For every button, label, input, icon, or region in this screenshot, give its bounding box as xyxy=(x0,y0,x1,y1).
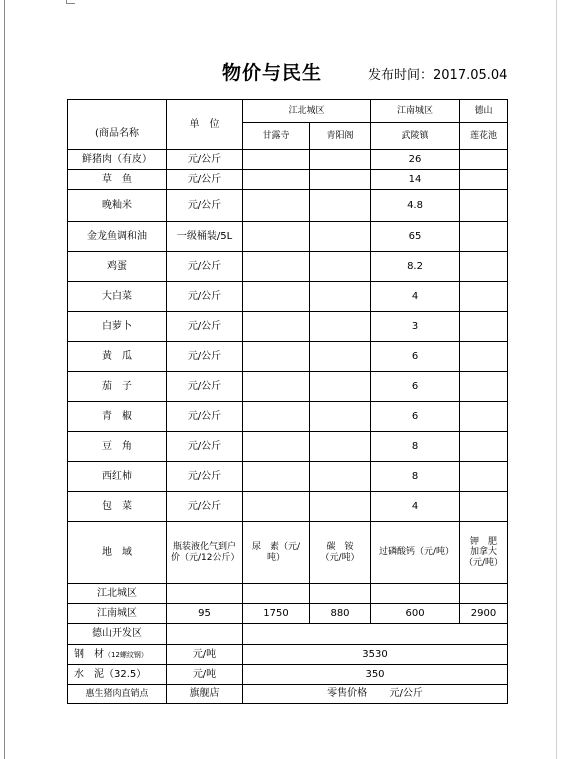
region-row xyxy=(68,584,508,604)
goods-price-qingyang xyxy=(310,432,371,462)
header-row-regions xyxy=(68,100,508,123)
material-row xyxy=(68,665,508,685)
material-value: 350 xyxy=(243,665,508,685)
goods-price-qingyang xyxy=(310,252,371,282)
goods-price-qingyang xyxy=(310,170,371,190)
goods-price-qingyang xyxy=(310,282,371,312)
goods-price-wuling: 4 xyxy=(371,282,460,312)
goods-unit: 元/公斤 xyxy=(167,252,243,282)
goods-price-wuling: 3 xyxy=(371,312,460,342)
col-header-wuling: 武陵镇 xyxy=(371,123,460,150)
goods-price-ganlu xyxy=(243,492,310,522)
goods-price-lianhua xyxy=(460,492,508,522)
goods-unit: 元/公斤 xyxy=(167,190,243,222)
pork-outlet-retail-label: 零售价格 xyxy=(327,688,368,700)
goods-row xyxy=(68,222,508,252)
goods-price-qingyang xyxy=(310,462,371,492)
region-name: 德山开发区 xyxy=(68,624,167,645)
goods-price-lianhua xyxy=(460,462,508,492)
col-header-deshan: 德山 xyxy=(460,100,508,123)
region-value-lpg xyxy=(167,584,243,604)
pork-outlet-name: 惠生猪肉直销点 xyxy=(68,685,167,704)
material-unit: 元/吨 xyxy=(167,665,243,685)
goods-row xyxy=(68,312,508,342)
goods-row xyxy=(68,432,508,462)
region-value-ammonium: 880 xyxy=(310,604,371,624)
goods-name: 草 鱼 xyxy=(68,170,167,190)
region-header-superphosphate xyxy=(371,522,460,584)
material-spec: （12螺纹钢） xyxy=(104,650,148,659)
goods-price-ganlu xyxy=(243,150,310,170)
goods-row xyxy=(68,372,508,402)
goods-price-wuling: 4 xyxy=(371,492,460,522)
col-header-unit: 单 位 xyxy=(167,100,243,150)
col-header-qingyang: 青阳阁 xyxy=(310,123,371,150)
goods-row xyxy=(68,150,508,170)
goods-price-lianhua xyxy=(460,190,508,222)
goods-price-ganlu xyxy=(243,402,310,432)
goods-price-ganlu xyxy=(243,282,310,312)
region-header-potash xyxy=(460,522,508,584)
region-header-potash-title: 钾 肥 xyxy=(470,536,498,547)
goods-price-ganlu xyxy=(243,252,310,282)
region-header-lpg: 瓶装液化气到户价（元/12公斤） xyxy=(167,522,243,584)
goods-name: 西红柿 xyxy=(68,462,167,492)
goods-row xyxy=(68,342,508,372)
region-header-potash-unit: （元/吨） xyxy=(463,557,504,568)
region-value-potash xyxy=(460,584,508,604)
goods-price-lianhua xyxy=(460,252,508,282)
goods-price-qingyang xyxy=(310,190,371,222)
goods-row xyxy=(68,462,508,492)
goods-price-wuling: 8 xyxy=(371,462,460,492)
region-value-merged xyxy=(243,624,508,645)
page-title: 物价与民生 xyxy=(222,62,323,84)
goods-name: 黄 瓜 xyxy=(68,342,167,372)
goods-name: 鸡蛋 xyxy=(68,252,167,282)
region-header-potash-sub: 加拿大 xyxy=(470,547,498,558)
goods-name: 包 菜 xyxy=(68,492,167,522)
goods-name: 豆 角 xyxy=(68,432,167,462)
page-left-edge xyxy=(4,0,5,759)
goods-price-ganlu xyxy=(243,432,310,462)
goods-row xyxy=(68,252,508,282)
goods-name: 金龙鱼调和油 xyxy=(68,222,167,252)
goods-price-qingyang xyxy=(310,312,371,342)
goods-price-lianhua xyxy=(460,170,508,190)
goods-price-lianhua xyxy=(460,432,508,462)
goods-price-qingyang xyxy=(310,342,371,372)
goods-name: 鲜猪肉（有皮） xyxy=(68,150,167,170)
col-header-ganlu: 甘露寺 xyxy=(243,123,310,150)
goods-unit: 元/公斤 xyxy=(167,150,243,170)
goods-row xyxy=(68,402,508,432)
region-value-urea xyxy=(243,584,310,604)
goods-unit: 元/公斤 xyxy=(167,372,243,402)
region-value-lpg: 95 xyxy=(167,604,243,624)
col-header-name: (商品名称 xyxy=(68,100,167,150)
material-name xyxy=(68,665,167,685)
material-name xyxy=(68,645,167,665)
col-header-jiangbei: 江北城区 xyxy=(243,100,371,123)
pork-outlet-retail xyxy=(243,685,508,704)
goods-price-lianhua xyxy=(460,402,508,432)
region-header-area: 地 域 xyxy=(68,522,167,584)
pork-outlet-store: 旗舰店 xyxy=(167,685,243,704)
pork-outlet-row xyxy=(68,685,508,704)
goods-unit: 元/公斤 xyxy=(167,342,243,372)
goods-unit: 一级桶装/5L xyxy=(167,222,243,252)
region-value-ammonium xyxy=(310,584,371,604)
goods-price-lianhua xyxy=(460,312,508,342)
goods-price-lianhua xyxy=(460,222,508,252)
material-name-text: 钢 材 xyxy=(74,648,104,660)
region-name: 江北城区 xyxy=(68,584,167,604)
goods-row xyxy=(68,170,508,190)
col-header-lianhua: 莲花池 xyxy=(460,123,508,150)
goods-price-ganlu xyxy=(243,170,310,190)
material-name-text: 水 泥（32.5） xyxy=(74,668,147,680)
goods-price-wuling: 6 xyxy=(371,372,460,402)
goods-unit: 元/公斤 xyxy=(167,462,243,492)
price-table xyxy=(67,99,508,704)
goods-price-ganlu xyxy=(243,342,310,372)
goods-price-ganlu xyxy=(243,190,310,222)
publish-date xyxy=(368,64,507,83)
goods-unit: 元/公斤 xyxy=(167,432,243,462)
goods-price-qingyang xyxy=(310,150,371,170)
region-value-superphosphate: 600 xyxy=(371,604,460,624)
goods-price-wuling: 14 xyxy=(371,170,460,190)
goods-price-ganlu xyxy=(243,312,310,342)
goods-row xyxy=(68,190,508,222)
goods-name: 青 椒 xyxy=(68,402,167,432)
publish-date-value: 2017.05.04 xyxy=(433,68,508,83)
region-row xyxy=(68,624,508,645)
page-right-edge xyxy=(556,0,557,759)
region-header-urea: 尿 素（元/吨） xyxy=(243,522,310,584)
goods-price-lianhua xyxy=(460,372,508,402)
goods-price-qingyang xyxy=(310,222,371,252)
region-value-urea: 1750 xyxy=(243,604,310,624)
goods-unit: 元/公斤 xyxy=(167,402,243,432)
goods-price-lianhua xyxy=(460,150,508,170)
goods-price-ganlu xyxy=(243,372,310,402)
goods-name: 白萝卜 xyxy=(68,312,167,342)
region-row xyxy=(68,604,508,624)
region-value-superphosphate xyxy=(371,584,460,604)
goods-price-wuling: 8.2 xyxy=(371,252,460,282)
goods-unit: 元/公斤 xyxy=(167,492,243,522)
goods-price-wuling: 26 xyxy=(371,150,460,170)
material-unit: 元/吨 xyxy=(167,645,243,665)
goods-price-wuling: 8 xyxy=(371,432,460,462)
goods-row xyxy=(68,492,508,522)
goods-name: 晚籼米 xyxy=(68,190,167,222)
goods-price-qingyang xyxy=(310,492,371,522)
region-header-superphosphate-text: 过磷酸钙（元/吨） xyxy=(379,547,455,558)
goods-price-lianhua xyxy=(460,342,508,372)
col-header-jiangnan: 江南城区 xyxy=(371,100,460,123)
goods-name: 大白菜 xyxy=(68,282,167,312)
region-header-row xyxy=(68,522,508,584)
publish-date-label: 发布时间： xyxy=(368,68,434,83)
goods-price-wuling: 6 xyxy=(371,342,460,372)
goods-price-ganlu xyxy=(243,222,310,252)
region-header-ammonium: 碳 铵（元/吨） xyxy=(310,522,371,584)
region-name: 江南城区 xyxy=(68,604,167,624)
goods-price-qingyang xyxy=(310,402,371,432)
pork-outlet-retail-unit: 元/公斤 xyxy=(389,688,423,700)
region-value-lpg xyxy=(167,624,243,645)
goods-price-wuling: 4.8 xyxy=(371,190,460,222)
goods-row xyxy=(68,282,508,312)
material-row xyxy=(68,645,508,665)
material-value: 3530 xyxy=(243,645,508,665)
region-value-potash: 2900 xyxy=(460,604,508,624)
goods-price-qingyang xyxy=(310,372,371,402)
goods-unit: 元/公斤 xyxy=(167,282,243,312)
goods-price-wuling: 6 xyxy=(371,402,460,432)
goods-unit: 元/公斤 xyxy=(167,170,243,190)
goods-unit: 元/公斤 xyxy=(167,312,243,342)
crop-mark xyxy=(66,0,75,4)
goods-name: 茄 子 xyxy=(68,372,167,402)
goods-price-wuling: 65 xyxy=(371,222,460,252)
goods-price-ganlu xyxy=(243,462,310,492)
goods-price-lianhua xyxy=(460,282,508,312)
